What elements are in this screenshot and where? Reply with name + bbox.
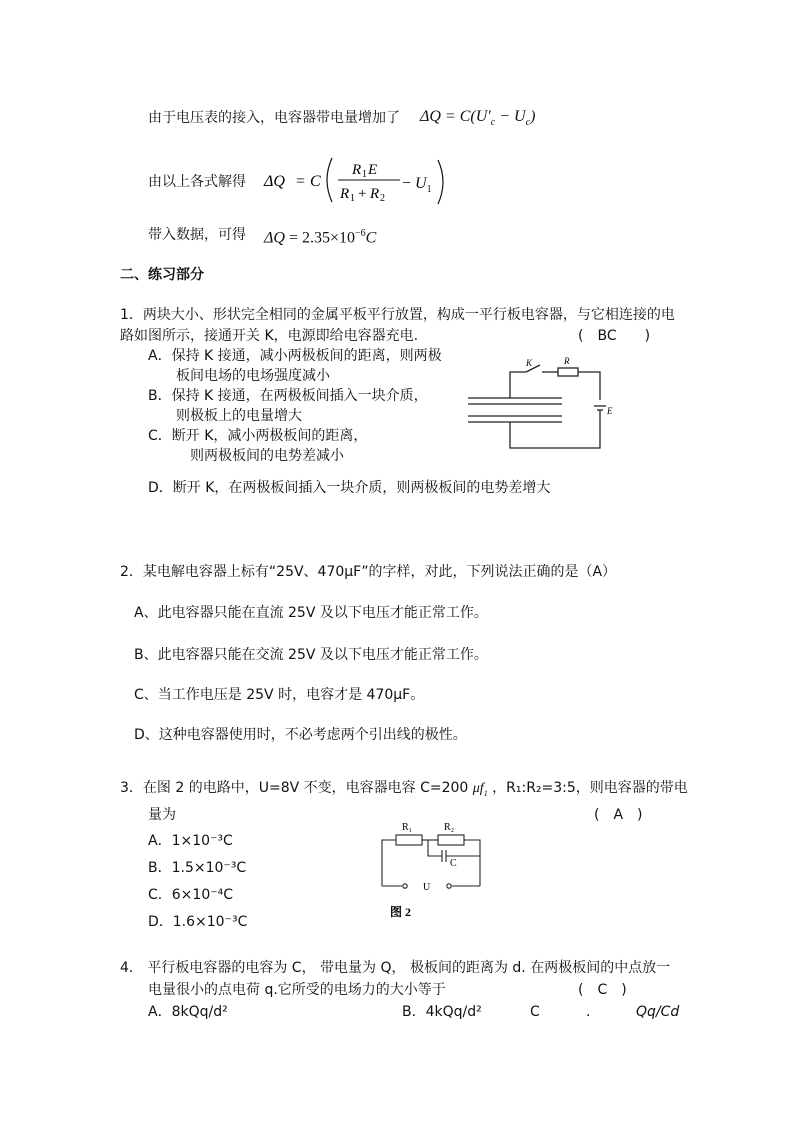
q1-answer: ( BC ) xyxy=(578,328,651,344)
svg-text:=: = xyxy=(296,173,306,190)
q1-option-c-line-1: C．断开 K，减小两极板间的距离， xyxy=(148,428,368,444)
q3-figure-caption: 图 2 xyxy=(390,905,412,919)
q4-stem-line-1: 4． 平行板电容器的电容为 C， 带电量为 Q， 极板间的距离为 d. 在两极板间的中点放一 xyxy=(120,960,671,976)
q4-option-c-dot: . xyxy=(586,1004,591,1020)
q4-option-a: A．8kQq/d² xyxy=(148,1004,228,1020)
q1-fig-label-r: R xyxy=(564,356,570,366)
q3-circuit-diagram xyxy=(376,812,486,924)
intro-line-2 xyxy=(148,172,246,192)
q2-option-b: B、此电容器只能在交流 25V 及以下电压才能正常工作。 xyxy=(134,647,488,663)
q3-option-a: A．1×10⁻³C xyxy=(148,833,233,849)
formula-delta-q-solution xyxy=(260,150,420,210)
q3-capacitance-unit: $\mu f_1$ xyxy=(472,781,488,798)
q3-stem-pre: 3．在图 2 的电路中，U=8V 不变，电容器电容 C=200 xyxy=(120,780,469,796)
q1-option-d: D．断开 K，在两极板间插入一块介质，则两极板间的电势差增大 xyxy=(148,480,551,496)
svg-text:+: + xyxy=(358,186,367,202)
q1-option-c-line-2: 则两极板间的电势差减小 xyxy=(190,448,344,464)
q3-answer: ( A ) xyxy=(594,807,643,823)
q1-fig-label-k: K xyxy=(526,358,533,368)
formula-delta-q-increase: $\Delta Q = C(U'_c - U_c)$ xyxy=(420,108,536,129)
intro-line-2-text: 由以上各式解得 xyxy=(148,174,246,190)
q3-fig-label-r2: R₂ xyxy=(444,822,455,833)
svg-text:2: 2 xyxy=(380,193,385,204)
svg-text:C: C xyxy=(310,173,321,190)
q3-fig-label-r1: R₁ xyxy=(402,822,413,833)
q1-option-a-line-1: A．保持 K 接通，减小两极板间的距离，则两极 xyxy=(148,348,442,364)
svg-text:R: R xyxy=(340,186,350,202)
svg-text:E: E xyxy=(368,162,378,178)
q3-stem-post: ，R₁:R₂=3:5，则电容器的带电 xyxy=(492,780,688,796)
q4-answer: ( C ) xyxy=(578,982,627,998)
svg-text:R: R xyxy=(352,162,362,178)
formula-minus-u1: − $U_1$ xyxy=(402,175,432,196)
q3-option-c: C．6×10⁻⁴C xyxy=(148,887,234,903)
q3-option-d: D．1.6×10⁻³C xyxy=(148,914,248,930)
q1-stem-line-1: 1．两块大小、形状完全相同的金属平板平行放置，构成一平行板电容器，与它相连接的电 xyxy=(120,307,675,323)
q4-option-c-letter: C xyxy=(530,1004,540,1020)
q4-stem-line-2: 电量很小的点电荷 q.它所受的电场力的大小等于 xyxy=(148,982,446,998)
svg-text:1: 1 xyxy=(362,169,367,180)
q1-circuit-diagram xyxy=(466,352,616,462)
svg-text:ΔQ: ΔQ xyxy=(264,173,285,190)
intro-line-3 xyxy=(148,225,246,245)
section-title: 二、练习部分 xyxy=(120,267,204,283)
intro-line-1-text: 由于电压表的接入，电容器带电量增加了 xyxy=(148,110,400,126)
formula-right-paren xyxy=(436,158,448,206)
formula-result: $\Delta Q = 2.35\times 10^{-6}C$ xyxy=(264,228,377,247)
intro-line-1 xyxy=(148,108,400,128)
q1-option-a-line-2: 板间电场的电场强度减小 xyxy=(176,368,330,384)
q4-option-c-value: Qq/Cd xyxy=(636,1004,680,1020)
q4-option-b: B．4kQq/d² xyxy=(402,1004,482,1020)
q2-stem: 2．某电解电容器上标有“25V、470μF”的字样，对此，下列说法正确的是（A） xyxy=(120,564,617,580)
svg-text:1: 1 xyxy=(350,193,355,204)
q3-stem-line-2: 量为 xyxy=(148,807,176,823)
q2-option-d: D、这种电容器使用时，不必考虑两个引出线的极性。 xyxy=(134,727,467,743)
q1-stem-line-2: 路如图所示，接通开关 K，电源即给电容器充电. xyxy=(120,328,419,344)
q2-option-c: C、当工作电压是 25V 时，电容才是 470μF。 xyxy=(134,687,425,703)
q1-option-b-line-1: B．保持 K 接通，在两极板间插入一块介质， xyxy=(148,388,428,404)
q2-option-a: A、此电容器只能在直流 25V 及以下电压才能正常工作。 xyxy=(134,605,488,621)
q1-fig-label-e: E xyxy=(607,406,613,416)
q3-option-b: B．1.5×10⁻³C xyxy=(148,860,247,876)
q3-fig-label-c: C xyxy=(450,858,457,869)
intro-line-3-text: 带入数据，可得 xyxy=(148,227,246,243)
q1-option-b-line-2: 则极板上的电量增大 xyxy=(176,408,302,424)
q3-stem-line-1 xyxy=(120,778,688,804)
svg-text:R: R xyxy=(370,186,380,202)
q3-fig-label-u: U xyxy=(423,882,431,893)
